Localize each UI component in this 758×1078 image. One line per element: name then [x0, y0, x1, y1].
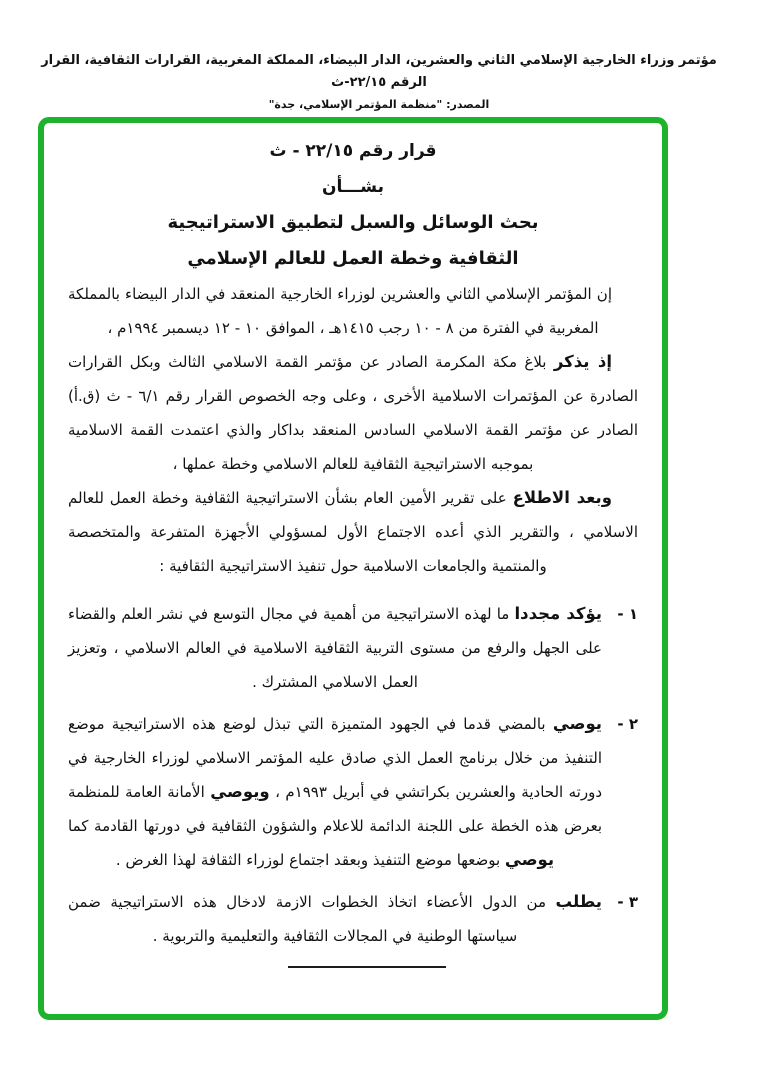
- bold-lead-requests: يطلب: [555, 892, 602, 911]
- preamble-paragraph-convening: [68, 277, 638, 345]
- title-resolution-number: قرار رقم ٢٢/١٥ - ث: [269, 141, 437, 161]
- header-publisher-line: المصدر: "منظمة المؤتمر الإسلامي، جدة": [268, 98, 490, 111]
- item-text: [68, 885, 602, 953]
- title-subject-line-1: بحث الوسائل والسبل لتطبيق الاستراتيجية: [167, 212, 539, 233]
- list-item-3: [68, 885, 638, 953]
- item-number: ١ -: [617, 605, 638, 623]
- item-body-text: ما لهذه الاستراتيجية من أهمية في مجال التوسع في نشر العلم والقضاء على الجهل والرفع من مستوى التربية الثقافية الاسلامية في العالم الاسلامي ، وتعزيز العمل الاسلامي المشترك .: [68, 605, 602, 691]
- item-number: ٢ -: [617, 715, 638, 733]
- item-text: [68, 597, 602, 699]
- item-body-text: بالمضي قدما في الجهود المتميزة التي تبذل لوضع هذه الاستراتيجية موضع التنفيذ من خلال برنامج العمل الذي صادق عليه المؤتمر الاسلامي لوزراء الخارجية في دورته الحادية والعشرين بكراتشي في أبريل ١٩٩٣م ،: [68, 715, 602, 801]
- item-number: ٣ -: [617, 893, 638, 911]
- list-item-2: [68, 707, 638, 877]
- resolution-title: [68, 133, 638, 277]
- title-subject-line-2: الثقافية وخطة العمل للعالم الإسلامي: [187, 248, 519, 269]
- header-source-line: مؤتمر وزراء الخارجية الإسلامي الثاني والعشرين، الدار البيضاء، المملكة المغربية، القرارات الثقافية، القرار الرقم ٢٢/١٥-ث: [41, 53, 717, 90]
- item-text: [68, 707, 602, 877]
- paragraph-text: إن المؤتمر الإسلامي الثاني والعشرين لوزراء الخارجية المنعقد في الدار البيضاء بالمملكة المغربية في الفترة من ٨ - ١٠ رجب ١٤١٥هـ ، الموافق ١٠ - ١٢ ديسمبر ١٩٩٤م ،: [68, 285, 612, 337]
- item-body-text: بوضعها موضع التنفيذ وبعقد اجتماع لوزراء الثقافة لهذا الغرض .: [115, 851, 505, 869]
- bold-lead-also-recommends: ويوصي: [210, 782, 270, 801]
- item-body-text: من الدول الأعضاء اتخاذ الخطوات الازمة لادخال هذه الاستراتيجية ضمن سياستها الوطنية في المجالات الثقافية والتعليمية والتربوية .: [68, 893, 556, 945]
- bold-lead-reaffirms: يؤكد مجددا: [514, 604, 602, 623]
- bold-lead-recommends: يوصي: [552, 714, 602, 733]
- operative-clauses-list: [68, 597, 638, 953]
- item-body-text: الأمانة العامة للمنظمة بعرض هذه الخطة على اللجنة الدائمة للاعلام والشؤون الثقافية في دورتها القادمة كما: [68, 783, 602, 835]
- paragraph-text: بلاغ مكة المكرمة الصادر عن مؤتمر القمة الاسلامي الثالث وبكل القرارات الصادرة عن المؤتمرات الاسلامية الأخرى ، وعلى وجه الخصوص القرار رقم ٦/١ - ث (ق.أ) الصادر عن مؤتمر القمة الاسلامي السادس المنعقد بداكار والذي اعتمدت القمة الاسلامية بموجبه الاستراتيجية الثقافية للعالم الاسلامي وخطة عملها ،: [68, 353, 638, 473]
- bold-lead-having-reviewed: وبعد الاطلاع: [512, 488, 613, 507]
- preamble-paragraph-recalling: [68, 345, 638, 481]
- title-regarding: بشـــأن: [321, 177, 384, 197]
- preamble-paragraph-having-reviewed: [68, 481, 638, 583]
- resolution-green-box: [38, 117, 668, 1020]
- end-divider-line: [288, 966, 446, 968]
- list-item-1: [68, 597, 638, 699]
- paragraph-text: على تقرير الأمين العام بشأن الاستراتيجية الثقافية وخطة العمل للعالم الاسلامي ، والتقرير الذي أعده الاجتماع الأول لمسؤولي الأجهزة المتفرعة والمتخصصة والمنتمية والجامعات الاسلامية حول تنفيذ الاستراتيجية الثقافية :: [68, 489, 638, 575]
- bold-lead-further-recommends: يوصي: [504, 850, 555, 869]
- bold-lead-recalling: إذ يذكر: [553, 352, 612, 371]
- document-header: [0, 50, 758, 111]
